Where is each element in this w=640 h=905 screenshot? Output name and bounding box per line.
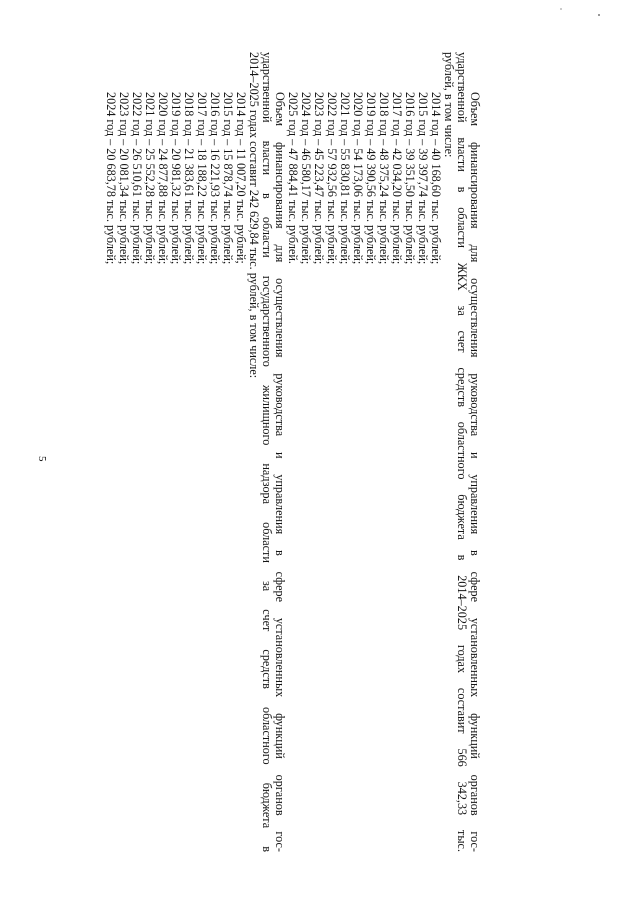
scan-speck	[560, 8, 562, 10]
list-item: 2018 год – 48 375,24 тыс. рублей;	[377, 92, 391, 265]
section-1-line-2: ударственной власти в области ЖКХ за счет средств областного бюджета в 2014–2025 годах составит 566 342,33 тыс.	[455, 52, 469, 852]
list-item: 2020 год – 54 173,06 тыс. рублей;	[351, 92, 365, 265]
document-body	[104, 52, 481, 852]
list-item: 2022 год – 57 932,56 тыс. рублей;	[325, 92, 339, 265]
section-2-line-3: 2014–2025 годах составит 242 629,84 тыс. рублей, в том числе:	[247, 52, 261, 379]
section-2-intro	[247, 52, 286, 852]
list-item: 2020 год – 24 877,88 тыс. рублей;	[156, 92, 170, 265]
section-2-line-2: ударственной власти в области государственного жилищного надзора области за счет средств областного бюджета в	[260, 52, 274, 852]
list-item: 2019 год – 49 390,56 тыс. рублей;	[364, 92, 378, 265]
list-item: 2016 год – 16 221,93 тыс. рублей;	[208, 92, 222, 265]
list-item: 2017 год – 42 034,20 тыс. рублей;	[390, 92, 404, 265]
list-item: 2021 год – 55 830,81 тыс. рублей;	[338, 92, 352, 265]
section-housing-supervision-funding	[104, 52, 286, 852]
list-item: 2023 год – 20 081,34 тыс. рублей;	[117, 92, 131, 265]
section-2-year-list	[104, 52, 247, 852]
list-item: 2025 год – 47 884,41 тыс. рублей.	[286, 92, 300, 264]
section-housing-utilities-funding	[286, 52, 481, 852]
list-item: 2015 год – 15 878,74 тыс. рублей;	[221, 92, 235, 265]
list-item: 2016 год – 39 351,50 тыс. рублей;	[403, 92, 417, 265]
section-1-intro	[442, 52, 481, 852]
section-2-line-1: Объем финансирования для осуществления руководства и управления в сфере установленных функций органов гос-	[273, 92, 287, 852]
list-item: 2017 год – 18 188,22 тыс. рублей;	[195, 92, 209, 265]
list-item: 2014 год – 11 007,20 тыс. рублей;	[234, 92, 248, 264]
list-item: 2018 год – 21 383,61 тыс. рублей;	[182, 92, 196, 265]
page-number: 5	[36, 456, 48, 462]
list-item: 2024 год – 46 580,17 тыс. рублей;	[299, 92, 313, 265]
section-1-line-1: Объем финансирования для осуществления руководства и управления в сфере установленных функций органов гос-	[468, 92, 482, 852]
section-1-year-list	[286, 52, 442, 852]
list-item: 2015 год – 39 397,74 тыс. рублей;	[416, 92, 430, 265]
list-item: 2019 год – 20 981,32 тыс. рублей;	[169, 92, 183, 265]
list-item: 2014 год – 40 168,60 тыс. рублей;	[429, 92, 443, 265]
list-item: 2022 год – 26 510,61 тыс. рублей;	[130, 92, 144, 265]
scan-speck	[598, 14, 600, 16]
list-item: 2023 год – 45 223,47 тыс. рублей;	[312, 92, 326, 265]
list-item: 2024 год – 20 683,78 тыс. рублей;	[104, 92, 118, 265]
section-1-line-3: рублей, в том числе:	[442, 52, 456, 158]
list-item: 2021 год – 25 552,28 тыс. рублей;	[143, 92, 157, 265]
